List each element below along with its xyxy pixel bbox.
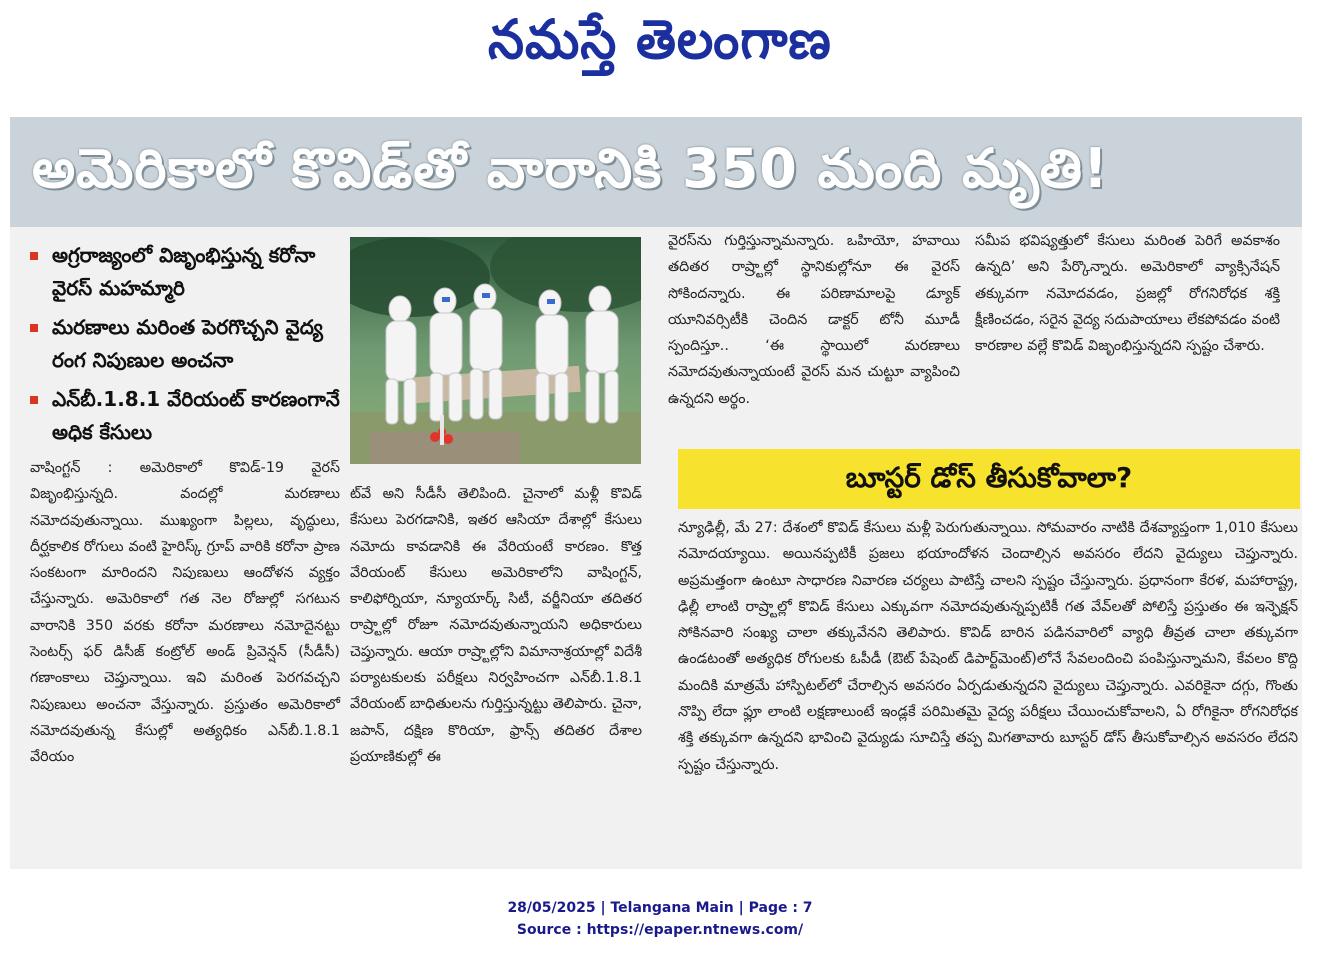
article-column-2: ట్‌వే అని సీడీసీ తెలిపింది. చైనాలో మళ్లీ కొవిడ్‌ కేసులు పెరగడానికి, ఇతర ఆసియా దేశాల్లో కేసులు నమోదు కావడానికి ఈ వేరియంటే కారణం. కొత్త వేరియంట్‌ కేసులు అమెరికాలోని వాషింగ్టన్‌, కాలిఫోర్నియా, న్యూయార్క్‌ సిటీ, వర్జీనియా తదితర రాష్ర్టాల్లో రోజూ నమోదవుతున్నాయని అధికారులు చెప్తున్నారు. ఆయా రాష్ర్టాల్లోని విమానాశ్రయాల్లో విదేశీ పర్యాటకులకు పరీక్షలు నిర్వహించగా ఎన్‌బీ.1.8.1 వేరియంట్‌ బాధితులను గుర్తిస్తున్నట్టు తెలిపారు. చైనా, జపాన్‌, దక్షిణ కొరియా, ఫ్రాన్స్‌ తదితర దేశాల ప్రయాణికుల్లో ఈ	[350, 486, 642, 765]
bullet-item	[28, 311, 346, 377]
highlight-bullets	[28, 239, 346, 455]
bullet-item	[28, 383, 346, 449]
headline-band	[10, 117, 1302, 227]
bullet-square-icon	[30, 324, 38, 332]
article-column-1: వాషింగ్టన్‌ : అమెరికాలో కొవిడ్‌-19 వైరస్‌ విజృంభిస్తున్నది. వందల్లో మరణాలు నమోదవుతున్నాయి. ముఖ్యంగా పిల్లలు, వృద్ధులు, దీర్ఘకాలిక రోగులు వంటి హైరిస్క్‌ గ్రూప్‌ వారికి కరోనా ప్రాణ సంకటంగా మారిందని నిపుణులు ఆందోళన వ్యక్తం చేస్తున్నారు. అమెరికాలో గత నెల రోజుల్లో సగటున వారానికి 350 వరకు కరోనా మరణాలు నమోదైనట్టు సెంటర్స్‌ ఫర్‌ డిసీజ్‌ కంట్రోల్‌ అండ్‌ ప్రివెన్షన్‌ (సీడీసీ) గణాంకాలు చెప్తున్నాయి. ఇవి మరింత పెరగవచ్చని నిపుణులు అంచనా వేస్తున్నారు. ప్రస్తుతం అమెరికాలో నమోదవుతున్న కేసుల్లో అత్యధికం ఎన్‌బీ.1.8.1 వేరియం	[30, 460, 340, 766]
bullet-square-icon	[30, 252, 38, 260]
article-column-5: న్యూఢిల్లీ, మే 27: దేశంలో కొవిడ్‌ కేసులు మళ్లీ పెరుగుతున్నాయి. సోమవారం నాటికి దేశవ్యాప్తంగా 1,010 కేసులు నమోదయ్యాయి. అయినప్పటికీ ప్రజలు భయాందోళన చెందాల్సిన అవసరం లేదని వైద్యులు చెప్తున్నారు. అప్రమత్తంగా ఉంటూ సాధారణ నివారణ చర్యలు పాటిస్తే చాలని స్పష్టం చేస్తున్నారు. ప్రధానంగా కేరళ, మహారాష్ట్ర, ఢిల్లీ లాంటి రాష్ర్టాల్లో కొవిడ్‌ కేసులు ఎక్కువగా నమోదవుతున్నప్పటికీ గత వేవ్‌లతో పోలిస్తే ప్రస్తుతం ఈ ఇన్ఫెక్షన్‌ సోకినవారి సంఖ్య చాలా తక్కువేనని తెలిపారు. కొవిడ్‌ బారిన పడినవారిలో వ్యాధి తీవ్రత చాలా తక్కువగా ఉండటంతో అత్యధిక రోగులకు ఓపీడీ (ఔట్‌ పేషెంట్‌ డిపార్ట్‌మెంట్‌)లోనే సేవలందించి పంపిస్తున్నామని, కేవలం కొద్ది మందికి మాత్రమే హాస్పిటల్‌లో చేరాల్సిన అవసరం ఏర్పడుతున్నదని వైద్యులు చెప్తున్నారు. ఎవరికైనా దగ్గు, గొంతు నొప్పి లేదా ఫ్లూ లాంటి లక్షణాలుంటే ఇండ్లకే పరిమితమై వైద్య పరీక్షలు చేయించుకోవాలని, ఏ రోగికైనా రోగనిరోధక శక్తి తక్కువగా ఉన్నదని భావించి వైద్యుడు సూచిస్తే తప్ప మిగతావారు బూస్టర్‌ డోస్‌ తీసుకోవాల్సిన అవసరం లేదని స్పష్టం చేస్తున్నారు.	[678, 520, 1298, 773]
bullet-square-icon	[30, 396, 38, 404]
bullet-item	[28, 239, 346, 305]
bullet-text: అగ్రరాజ్యంలో విజృంభిస్తున్న కరోనా వైరస్‌ మహమ్మారి	[52, 243, 316, 300]
article-column-3: వైరస్‌ను గుర్తిస్తున్నామన్నారు. ఒహియో, హవాయి తదితర రాష్ర్టాల్లో స్థానికుల్లోనూ ఈ వైరస్‌ సోకిందన్నారు. ఈ పరిణామాలపై డ్యూక్‌ యూనివర్సిటీకి చెందిన డాక్టర్‌ టోనీ మూడీ స్పందిస్తూ.. ‘ఈ స్థాయిలో మరణాలు నమోదవుతున్నాయంటే వైరస్‌ మన చుట్టూ వ్యాపించి ఉన్నదని అర్థం.	[668, 233, 960, 407]
masthead-title: నమస్తే తెలంగాణ	[488, 8, 832, 71]
healthworkers-carrying-coffin-image	[350, 237, 641, 464]
footer-source-link[interactable]: Source : https://epaper.ntnews.com/	[516, 922, 804, 938]
footer-date-line: 28/05/2025 | Telangana Main | Page : 7	[507, 900, 813, 916]
news-article	[10, 117, 1302, 869]
bullet-text: ఎన్‌బీ.1.8.1 వేరియంట్‌ కారణంగానే అధిక కేసులు	[52, 387, 340, 444]
subheadline-band	[678, 449, 1300, 509]
article-column-4: సమీప భవిష్యత్తులో కేసులు మరింత పెరిగే అవకాశం ఉన్నది’ అని పేర్కొన్నారు. అమెరికాలో వ్యాక్సినేషన్‌ తక్కువగా నమోదవడం, ప్రజల్లో రోగనిరోధక శక్తి క్షీణించడం, సరైన వైద్య సదుపాయాలు లేకపోవడం వంటి కారణాల వల్లే కొవిడ్‌ విజృంభిస్తున్నదని స్పష్టం చేశారు.	[975, 233, 1280, 355]
masthead	[0, 4, 1320, 76]
bullet-text: మరణాలు మరింత పెరగొచ్చని వైద్య రంగ నిపుణుల అంచనా	[52, 315, 323, 372]
headline-text: అమెరికాలో కొవిడ్‌తో వారానికి 350 మంది మృతి!	[32, 137, 1109, 200]
subheadline-text: బూస్టర్‌ డోస్‌ తీసుకోవాలా?	[845, 461, 1133, 494]
news-photo	[350, 237, 641, 464]
